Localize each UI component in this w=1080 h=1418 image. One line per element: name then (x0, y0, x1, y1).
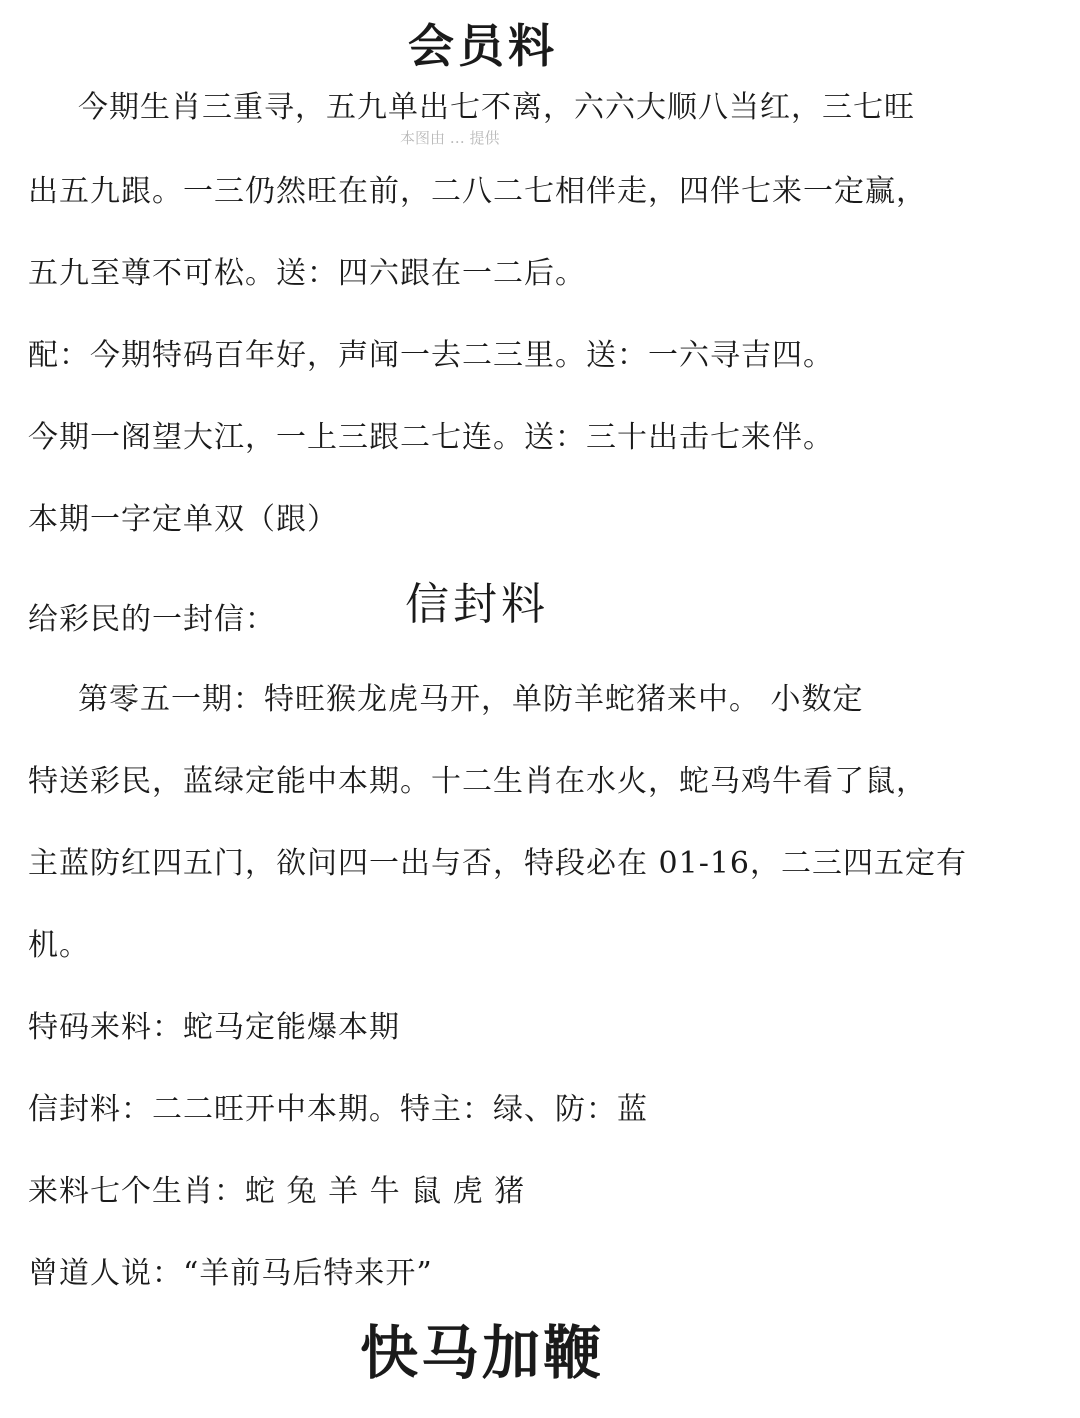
member-line-4: 配：今期特码百年好，声闻一去二三里。送：一六寻吉四。 (28, 338, 834, 373)
envelope-line-5: 特码来料：蛇马定能爆本期 (28, 1010, 400, 1045)
envelope-line-8: 曾道人说：“羊前马后特来开” (28, 1256, 433, 1291)
envelope-line-4: 机。 (28, 928, 90, 963)
envelope-line-1: 第零五一期：特旺猴龙虎马开，单防羊蛇猪来中。 小数定 (78, 682, 864, 717)
letter-label: 给彩民的一封信： (28, 602, 276, 637)
watermark: 本图由 … 提供 (400, 129, 500, 147)
member-line-3: 五九至尊不可松。送：四六跟在一二后。 (28, 256, 586, 291)
member-line-1: 今期生肖三重寻，五九单出七不离，六六大顺八当红，三七旺 (78, 90, 915, 125)
member-title: 会员料 (408, 19, 558, 73)
envelope-line-3: 主蓝防红四五门，欲问四一出与否，特段必在 01-16，二三四五定有 (28, 846, 968, 881)
member-line-6: 本期一字定单双（跟） (28, 502, 338, 537)
member-line-5: 今期一阁望大江，一上三跟二七连。送：三十出击七来伴。 (28, 420, 834, 455)
bottom-title: 快马加鞭 (360, 1319, 605, 1387)
envelope-line-2: 特送彩民，蓝绿定能中本期。十二生肖在水火，蛇马鸡牛看了鼠， (28, 764, 927, 799)
envelope-line-7: 来料七个生肖：蛇 兔 羊 牛 鼠 虎 猪 (28, 1174, 526, 1209)
envelope-line-6: 信封料：二二旺开中本期。特主：绿、防：蓝 (28, 1092, 648, 1127)
envelope-title: 信封料 (405, 579, 549, 630)
member-line-2: 出五九跟。一三仍然旺在前，二八二七相伴走，四伴七来一定赢， (28, 174, 927, 209)
